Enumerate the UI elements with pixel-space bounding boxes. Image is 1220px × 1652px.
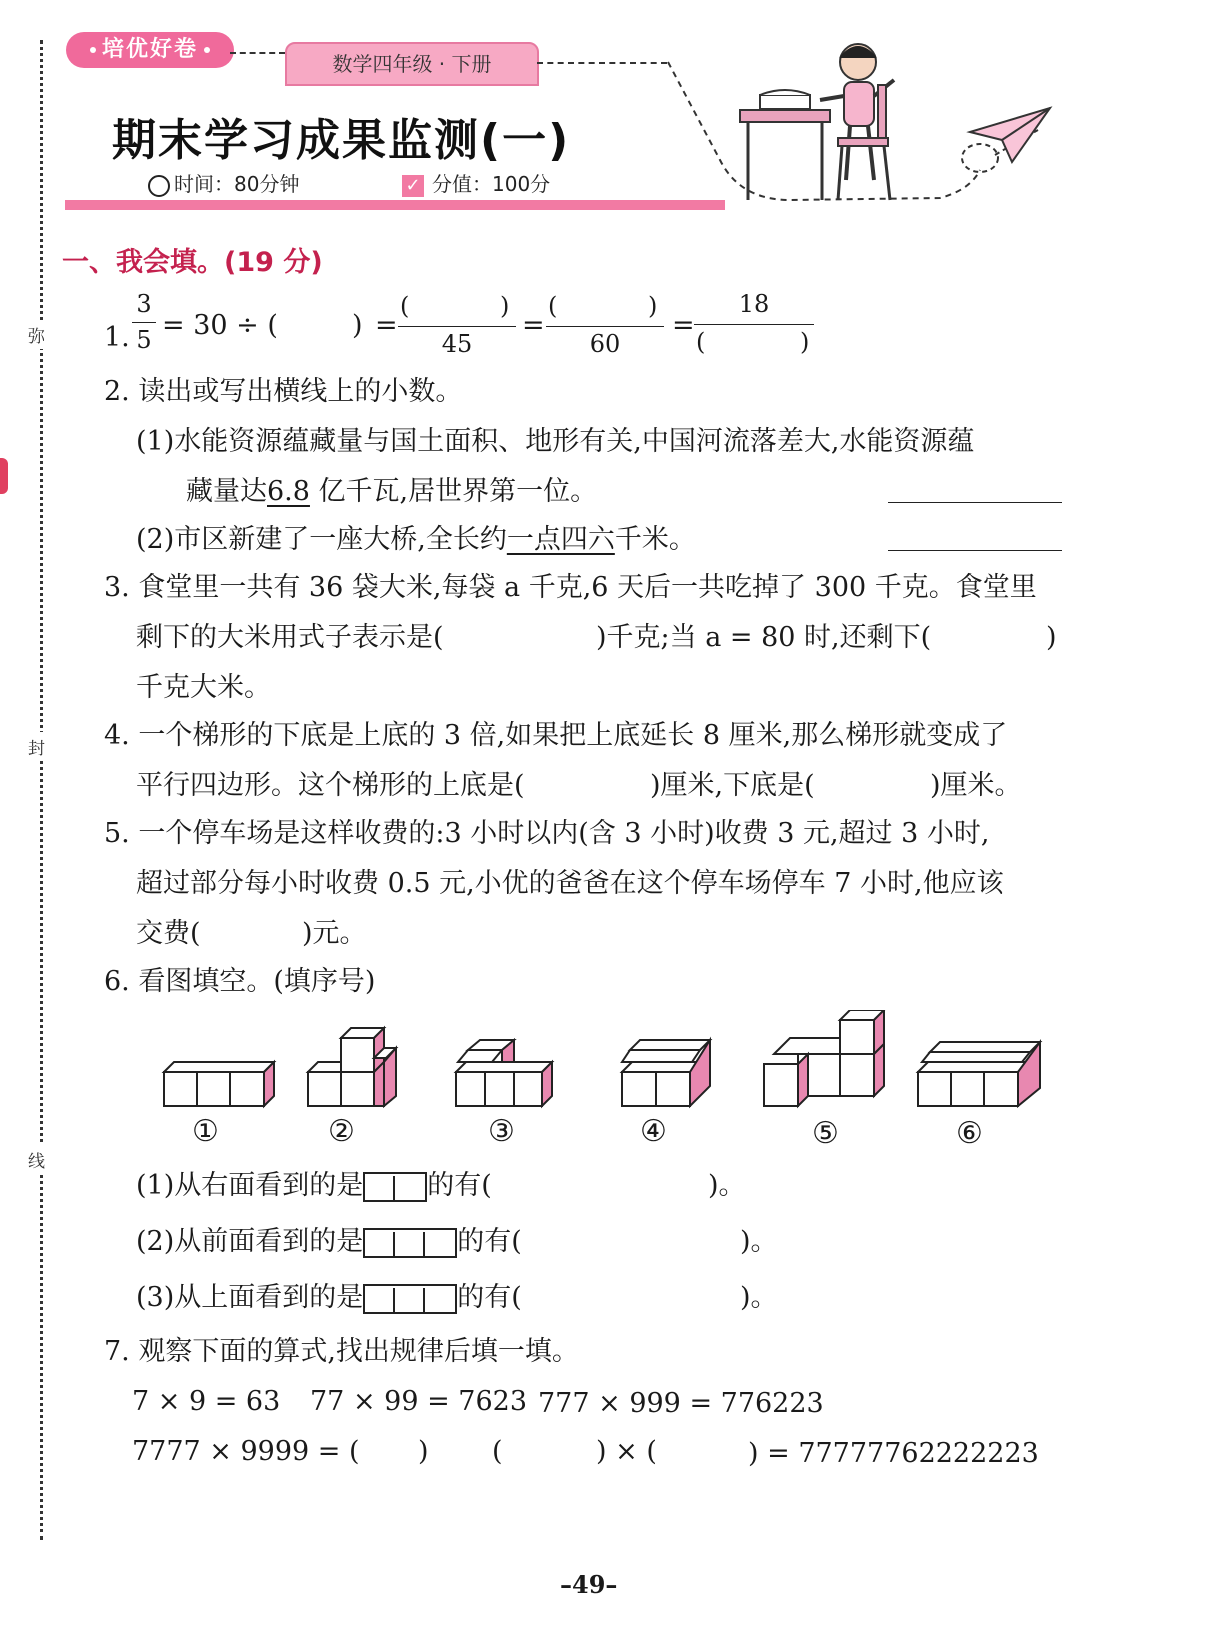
title-underline-bar	[65, 200, 725, 210]
score-info	[402, 168, 550, 197]
q2-answer-line-2[interactable]	[888, 550, 1062, 551]
section-1-heading: 一、我会填。(19 分)	[62, 247, 323, 278]
q3-line2b: )千克;当 a = 80 时,还剩下(	[596, 622, 932, 653]
binding-dotted-line	[40, 40, 43, 1540]
figure-1-cubes	[164, 1062, 274, 1106]
header-illustration	[660, 40, 1100, 220]
figure-5-cubes	[764, 1010, 884, 1106]
page-number: –49–	[560, 1570, 618, 1599]
q6-sub2-pre: (2)从前面看到的是	[136, 1226, 364, 1257]
figure-3-cubes	[456, 1040, 552, 1106]
q1-f3-close: )	[648, 292, 658, 320]
q1-f4-bar	[694, 324, 814, 325]
q2-sub1-line2	[186, 472, 597, 512]
figure-label-2: ②	[328, 1114, 355, 1149]
page-title: 期末学习成果监测(一)	[112, 115, 571, 166]
figure-label-4: ④	[640, 1114, 667, 1149]
q7-expr-5a: (	[492, 1436, 503, 1467]
q6-sub1-end: )。	[708, 1170, 746, 1201]
figure-2-cubes	[308, 1028, 396, 1106]
grade-tab: 数学四年级 · 下册	[285, 42, 539, 86]
dashed-path	[668, 62, 980, 200]
q6-sub1-pre: (1)从右面看到的是	[136, 1170, 364, 1201]
q7-expr-5c: ) = 77777762222223	[748, 1438, 1039, 1469]
q1-frac-denominator: 5	[136, 326, 152, 354]
q3-line1: 3. 食堂里一共有 36 袋大米,每袋 a 千克,6 天后一共吃掉了 300 千克。食堂里	[104, 572, 1037, 603]
figure-label-6: ⑥	[956, 1116, 983, 1151]
q1-eq-b: =	[522, 310, 545, 341]
q1-f2-open: (	[400, 292, 410, 320]
q5-line3b: )元。	[302, 918, 367, 949]
q7-stem: 7. 观察下面的算式,找出规律后填一填。	[104, 1336, 579, 1367]
q2-sub2-post: 千米。	[614, 524, 696, 555]
view-grid-3a	[363, 1228, 457, 1258]
time-label: 时间：80分钟	[174, 172, 300, 196]
q2-answer-line-1[interactable]	[888, 502, 1062, 503]
q6-sub1-post: 的有(	[427, 1170, 492, 1201]
q4-line2b: )厘米,下底是(	[650, 770, 815, 801]
margin-char-xian: 线	[28, 1145, 45, 1174]
q6-stem: 6. 看图填空。(填序号)	[104, 966, 376, 997]
view-grid-3b	[363, 1284, 457, 1314]
q1-f4-open: (	[696, 328, 706, 356]
paper-plane-icon	[970, 108, 1050, 162]
header-dash-1	[230, 52, 285, 54]
q1-f3-bar	[546, 326, 664, 327]
figure-6-cubes	[918, 1042, 1040, 1106]
q6-sub3-pre: (3)从上面看到的是	[136, 1282, 364, 1313]
desk-icon	[740, 90, 830, 200]
q6-sub3-post: 的有(	[457, 1282, 522, 1313]
q6-sub3	[136, 1278, 522, 1318]
dashed-loop	[962, 144, 998, 172]
q7-expr-4b: )	[418, 1436, 429, 1467]
q1-f2-close: )	[500, 292, 510, 320]
figure-label-5: ⑤	[812, 1116, 839, 1151]
q7-expr-4a: 7777 × 9999 = (	[132, 1436, 360, 1467]
time-info	[148, 168, 299, 197]
margin-char-feng: 封	[28, 732, 45, 761]
q6-sub2-end: )。	[740, 1226, 778, 1257]
q5-line1: 5. 一个停车场是这样收费的:3 小时以内(含 3 小时)收费 3 元,超过 3 小时,	[104, 818, 990, 849]
clock-icon	[148, 175, 170, 197]
q3-line2a: 剩下的大米用式子表示是(	[136, 622, 444, 653]
q1-frac-bar	[132, 322, 156, 323]
checkbox-icon: ✓	[402, 175, 424, 197]
q1-f3-den: 60	[589, 330, 621, 358]
q1-close: )	[352, 310, 363, 341]
score-label: 分值：100分	[432, 172, 551, 196]
q7-expr-1: 7 × 9 = 63	[132, 1386, 281, 1417]
q4-line1: 4. 一个梯形的下底是上底的 3 倍,如果把上底延长 8 厘米,那么梯形就变成了	[104, 720, 1008, 751]
q1-f4-num: 18	[738, 290, 770, 318]
q2-sub1-post: 亿千瓦,居世界第一位。	[309, 476, 598, 507]
q1-f2-bar	[398, 326, 516, 327]
margin-char-mi: 弥	[28, 320, 45, 349]
view-grid-2	[363, 1172, 427, 1202]
edge-marker	[0, 458, 8, 494]
q1-frac-numerator: 3	[136, 290, 152, 318]
q6-sub1	[136, 1166, 492, 1206]
q7-expr-3: 777 × 999 = 776223	[538, 1388, 824, 1419]
figure-4-cubes	[622, 1040, 710, 1106]
cube-figures	[150, 1010, 1050, 1120]
q2-stem: 2. 读出或写出横线上的小数。	[104, 376, 463, 407]
q2-sub2-pre: (2)市区新建了一座大桥,全长约	[136, 524, 507, 555]
series-tag-text: 培优好卷	[102, 37, 199, 62]
tag-dot-left	[90, 47, 96, 53]
q2-sub1-line1: (1)水能资源蕴藏量与国土面积、地形有关,中国河流落差大,水能资源蕴	[136, 426, 975, 457]
q1-eq1: = 30 ÷ (	[162, 310, 278, 341]
q4-line2c: )厘米。	[930, 770, 1022, 801]
q2-sub2	[136, 520, 696, 560]
tag-dot-right	[204, 47, 210, 53]
q1-f2-den: 45	[441, 330, 473, 358]
q6-sub2-post: 的有(	[457, 1226, 522, 1257]
q2-sub2-underlined: 一点四六	[506, 524, 615, 555]
q6-sub2	[136, 1222, 522, 1262]
header-dash-2	[537, 62, 667, 64]
figure-label-1: ①	[192, 1114, 219, 1149]
figure-label-3: ③	[488, 1114, 515, 1149]
q2-sub1-pre: 藏量达	[186, 476, 267, 507]
q1-eq-c: =	[672, 310, 695, 341]
q1-f4-close: )	[800, 328, 810, 356]
q4-line2a: 平行四边形。这个梯形的上底是(	[136, 770, 525, 801]
q1-number: 1.	[104, 322, 130, 353]
q2-sub1-underlined: 6.8	[267, 476, 310, 507]
q5-line3a: 交费(	[136, 918, 201, 949]
q5-line2: 超过部分每小时收费 0.5 元,小优的爸爸在这个停车场停车 7 小时,他应该	[136, 868, 1004, 899]
q1-eq-a: =	[375, 310, 398, 341]
q3-line3: 千克大米。	[136, 672, 271, 703]
q7-expr-5b: ) × (	[596, 1436, 657, 1467]
q6-sub3-end: )。	[740, 1282, 778, 1313]
q1-f3-open: (	[548, 292, 558, 320]
q7-expr-2: 77 × 99 = 7623	[310, 1386, 528, 1417]
series-tag	[66, 32, 234, 68]
q3-line2c: )	[1046, 622, 1057, 653]
